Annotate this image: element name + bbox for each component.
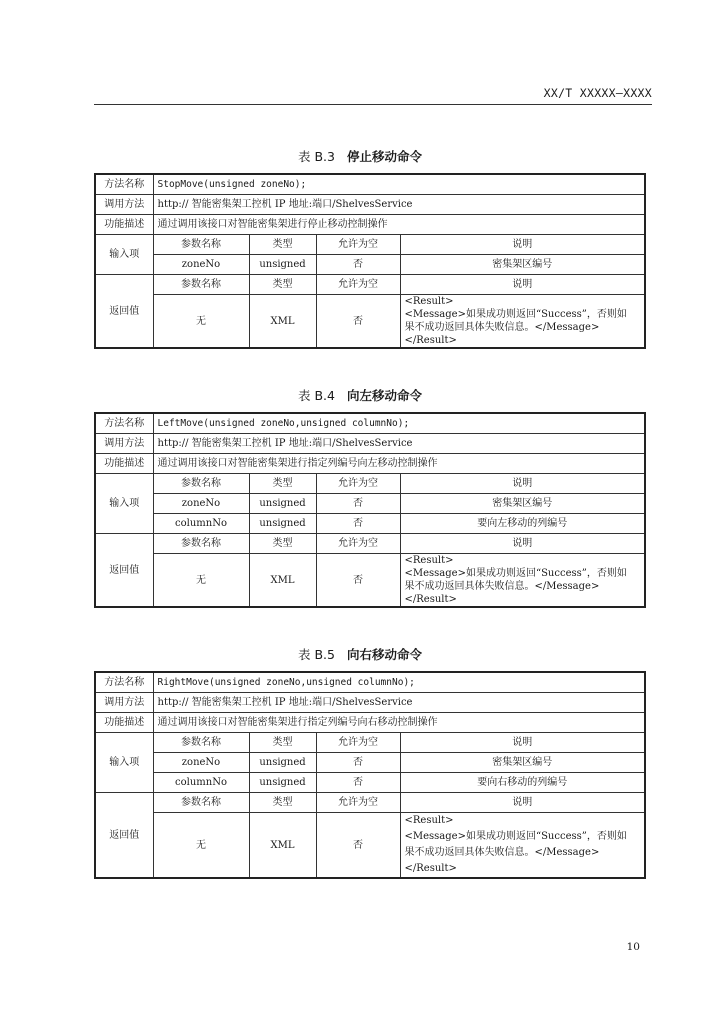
param-name: zoneNo bbox=[153, 494, 249, 514]
input-row bbox=[95, 514, 645, 534]
table-number: 表 B.3 bbox=[298, 149, 335, 164]
param-desc: 要向左移动的列编号 bbox=[400, 514, 645, 534]
input-row bbox=[95, 494, 645, 514]
col-param-header: 参数名称 bbox=[153, 474, 249, 494]
return-label: 返回值 bbox=[95, 534, 153, 608]
table-number: 表 B.4 bbox=[298, 388, 335, 403]
col-desc-header: 说明 bbox=[400, 275, 645, 295]
param-nullable: 否 bbox=[316, 753, 400, 773]
return-desc bbox=[400, 295, 645, 349]
param-type: unsigned bbox=[249, 514, 316, 534]
function-value: 通过调用该接口对智能密集架进行指定列编号向左移动控制操作 bbox=[153, 454, 645, 474]
call-value: http:// 智能密集架工控机 IP 地址:端口/ShelvesService bbox=[153, 693, 645, 713]
input-label: 输入项 bbox=[95, 235, 153, 275]
method-value: RightMove(unsigned zoneNo,unsigned columnNo); bbox=[153, 672, 645, 693]
return-desc bbox=[400, 554, 645, 608]
spec-table-b3 bbox=[94, 173, 646, 349]
col-type-header: 类型 bbox=[249, 793, 316, 813]
page-number: 10 bbox=[626, 941, 640, 953]
param-name: columnNo bbox=[153, 514, 249, 534]
param-type: unsigned bbox=[249, 494, 316, 514]
return-name: 无 bbox=[153, 295, 249, 349]
param-name: columnNo bbox=[153, 773, 249, 793]
col-desc-header: 说明 bbox=[400, 793, 645, 813]
return-type: XML bbox=[249, 554, 316, 608]
col-type-header: 类型 bbox=[249, 275, 316, 295]
table-title: 向右移动命令 bbox=[346, 647, 422, 662]
call-value: http:// 智能密集架工控机 IP 地址:端口/ShelvesService bbox=[153, 195, 645, 215]
method-value: LeftMove(unsigned zoneNo,unsigned columnNo); bbox=[153, 413, 645, 434]
param-desc: 密集架区编号 bbox=[400, 494, 645, 514]
col-nullable-header: 允许为空 bbox=[316, 534, 400, 554]
input-row bbox=[95, 773, 645, 793]
table-title: 向左移动命令 bbox=[346, 388, 422, 403]
param-name: zoneNo bbox=[153, 753, 249, 773]
input-label: 输入项 bbox=[95, 474, 153, 534]
call-row bbox=[95, 693, 645, 713]
input-header-row bbox=[95, 733, 645, 753]
method-label: 方法名称 bbox=[95, 174, 153, 195]
return-header-row bbox=[95, 275, 645, 295]
call-label: 调用方法 bbox=[95, 195, 153, 215]
input-label: 输入项 bbox=[95, 733, 153, 793]
return-nullable: 否 bbox=[316, 295, 400, 349]
param-nullable: 否 bbox=[316, 773, 400, 793]
col-param-header: 参数名称 bbox=[153, 235, 249, 255]
col-type-header: 类型 bbox=[249, 534, 316, 554]
col-nullable-header: 允许为空 bbox=[316, 474, 400, 494]
function-label: 功能描述 bbox=[95, 215, 153, 235]
function-row bbox=[95, 713, 645, 733]
return-desc-line: <Message>如果成功则返回“Success”，否则如 bbox=[404, 309, 627, 320]
return-desc-line: <Result> bbox=[404, 296, 454, 307]
return-desc-line: <Message>如果成功则返回“Success”，否则如 bbox=[404, 831, 627, 842]
param-nullable: 否 bbox=[316, 514, 400, 534]
return-row bbox=[95, 295, 645, 349]
return-desc-line: 果不成功返回具体失败信息。</Message> bbox=[404, 581, 600, 592]
return-type: XML bbox=[249, 813, 316, 879]
return-desc-line: </Result> bbox=[404, 863, 457, 874]
return-nullable: 否 bbox=[316, 554, 400, 608]
input-row bbox=[95, 255, 645, 275]
param-nullable: 否 bbox=[316, 255, 400, 275]
col-param-header: 参数名称 bbox=[153, 275, 249, 295]
param-type: unsigned bbox=[249, 773, 316, 793]
standard-code: XX/T XXXXX—XXXX bbox=[543, 86, 652, 100]
return-name: 无 bbox=[153, 554, 249, 608]
return-type: XML bbox=[249, 295, 316, 349]
return-desc-line: <Result> bbox=[404, 555, 454, 566]
call-label: 调用方法 bbox=[95, 693, 153, 713]
function-value: 通过调用该接口对智能密集架进行停止移动控制操作 bbox=[153, 215, 645, 235]
col-nullable-header: 允许为空 bbox=[316, 793, 400, 813]
table-title: 停止移动命令 bbox=[346, 149, 422, 164]
function-row bbox=[95, 215, 645, 235]
call-row bbox=[95, 195, 645, 215]
method-label: 方法名称 bbox=[95, 413, 153, 434]
input-row bbox=[95, 753, 645, 773]
col-desc-header: 说明 bbox=[400, 235, 645, 255]
function-label: 功能描述 bbox=[95, 454, 153, 474]
table-caption-b5 bbox=[0, 645, 720, 663]
col-nullable-header: 允许为空 bbox=[316, 235, 400, 255]
function-row bbox=[95, 454, 645, 474]
return-label: 返回值 bbox=[95, 275, 153, 349]
return-header-row bbox=[95, 793, 645, 813]
method-row bbox=[95, 413, 645, 434]
return-label: 返回值 bbox=[95, 793, 153, 879]
method-label: 方法名称 bbox=[95, 672, 153, 693]
spec-table-b4 bbox=[94, 412, 646, 608]
return-desc bbox=[400, 813, 645, 879]
header-rule bbox=[94, 104, 652, 105]
return-desc-line: <Message>如果成功则返回“Success”，否则如 bbox=[404, 568, 627, 579]
col-type-header: 类型 bbox=[249, 733, 316, 753]
param-desc: 密集架区编号 bbox=[400, 255, 645, 275]
col-param-header: 参数名称 bbox=[153, 534, 249, 554]
return-desc-line: 果不成功返回具体失败信息。</Message> bbox=[404, 847, 600, 858]
col-desc-header: 说明 bbox=[400, 534, 645, 554]
col-nullable-header: 允许为空 bbox=[316, 275, 400, 295]
method-row bbox=[95, 672, 645, 693]
input-header-row bbox=[95, 235, 645, 255]
param-nullable: 否 bbox=[316, 494, 400, 514]
function-label: 功能描述 bbox=[95, 713, 153, 733]
return-desc-line: </Result> bbox=[404, 594, 457, 605]
table-number: 表 B.5 bbox=[298, 647, 335, 662]
return-desc-line: </Result> bbox=[404, 335, 457, 346]
param-type: unsigned bbox=[249, 255, 316, 275]
col-type-header: 类型 bbox=[249, 474, 316, 494]
col-param-header: 参数名称 bbox=[153, 793, 249, 813]
col-type-header: 类型 bbox=[249, 235, 316, 255]
return-nullable: 否 bbox=[316, 813, 400, 879]
table-caption-b3 bbox=[0, 147, 720, 165]
table-caption-b4 bbox=[0, 386, 720, 404]
return-header-row bbox=[95, 534, 645, 554]
method-row bbox=[95, 174, 645, 195]
param-name: zoneNo bbox=[153, 255, 249, 275]
col-desc-header: 说明 bbox=[400, 474, 645, 494]
param-desc: 密集架区编号 bbox=[400, 753, 645, 773]
spec-table-b5 bbox=[94, 671, 646, 879]
return-row bbox=[95, 813, 645, 879]
return-desc-line: 果不成功返回具体失败信息。</Message> bbox=[404, 322, 600, 333]
col-desc-header: 说明 bbox=[400, 733, 645, 753]
call-value: http:// 智能密集架工控机 IP 地址:端口/ShelvesService bbox=[153, 434, 645, 454]
call-row bbox=[95, 434, 645, 454]
col-param-header: 参数名称 bbox=[153, 733, 249, 753]
return-name: 无 bbox=[153, 813, 249, 879]
col-nullable-header: 允许为空 bbox=[316, 733, 400, 753]
return-desc-line: <Result> bbox=[404, 815, 454, 826]
method-value: StopMove(unsigned zoneNo); bbox=[153, 174, 645, 195]
function-value: 通过调用该接口对智能密集架进行指定列编号向右移动控制操作 bbox=[153, 713, 645, 733]
call-label: 调用方法 bbox=[95, 434, 153, 454]
param-type: unsigned bbox=[249, 753, 316, 773]
input-header-row bbox=[95, 474, 645, 494]
param-desc: 要向右移动的列编号 bbox=[400, 773, 645, 793]
return-row bbox=[95, 554, 645, 608]
